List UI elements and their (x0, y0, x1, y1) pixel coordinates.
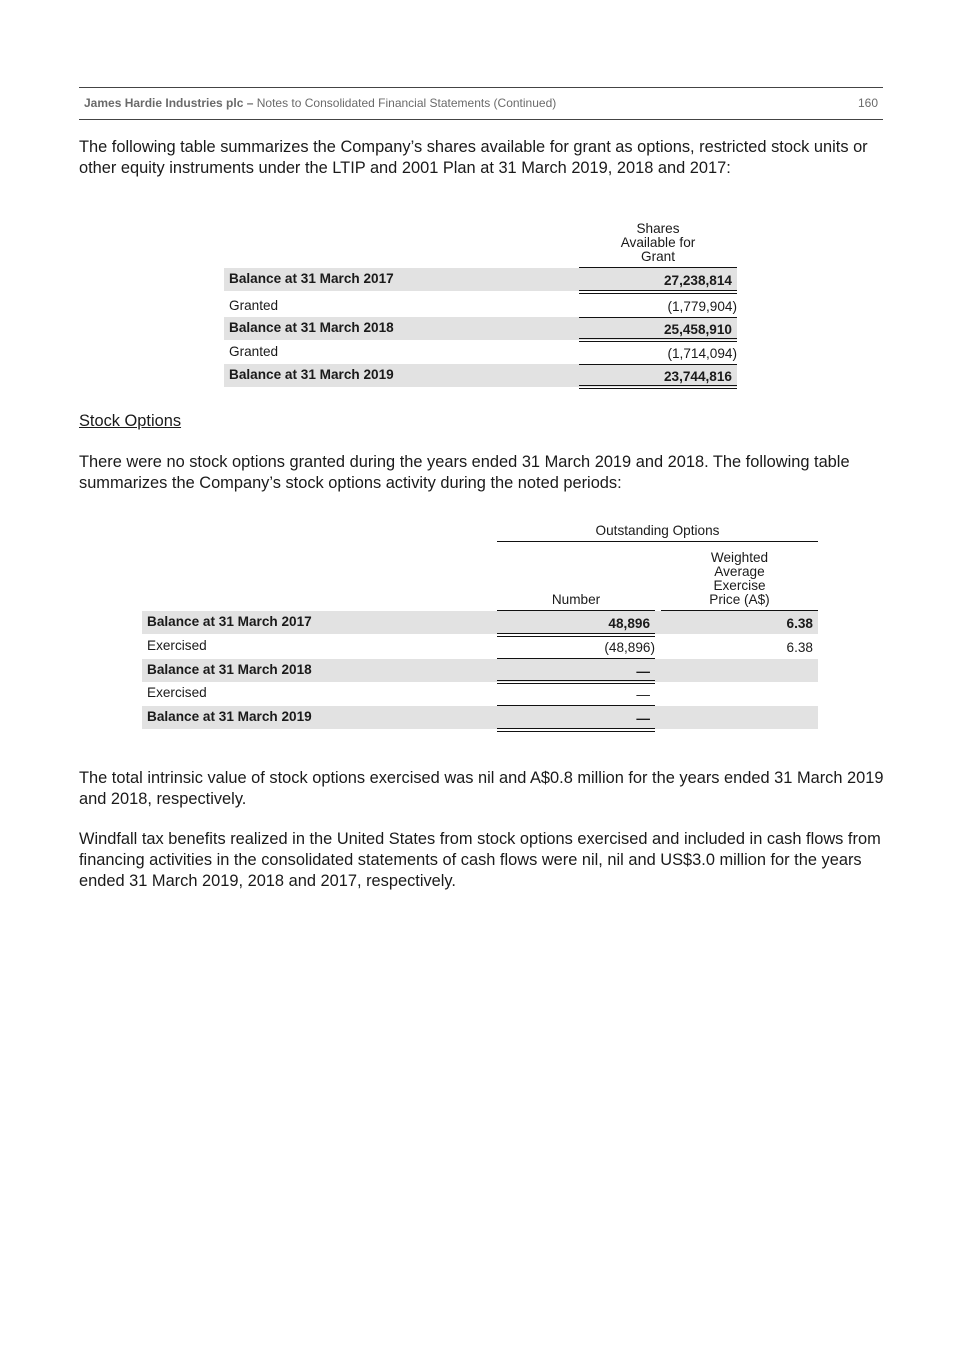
subtotal-rule (497, 658, 655, 659)
table-row-label: Granted (229, 298, 279, 313)
table-row-label: Balance at 31 March 2018 (147, 662, 312, 677)
group-header-rule (497, 541, 818, 542)
double-rule (497, 680, 655, 684)
table-row-label: Balance at 31 March 2019 (229, 367, 394, 382)
options-group-header: Outstanding Options (595, 523, 720, 538)
options-paragraph: There were no stock options granted during the years ended 31 March 2019 and 2018. The following table summarizes the Company’s stock options activity during the noted periods: (79, 453, 850, 492)
col-header-price (661, 551, 818, 607)
table-row-label: Balance at 31 March 2017 (229, 271, 394, 286)
table-row-number: — (636, 664, 650, 679)
grant-col-header-line: Shares (636, 221, 680, 236)
col-header-line: Price (A$) (709, 592, 770, 607)
table-row-label: Balance at 31 March 2018 (229, 320, 394, 335)
grant-col-header-line: Grant (641, 249, 675, 264)
col-header-number: Number (551, 592, 601, 607)
section-heading: Stock Options (79, 412, 182, 430)
grant-col-header-line: Available for (620, 235, 696, 250)
double-rule (497, 728, 655, 732)
header-title: Notes to Consolidated Financial Statements (Continued) (253, 96, 557, 110)
intro-paragraph: The following table summarizes the Company’s shares available for grant as options, restricted stock units or other equity instruments under the LTIP and 2001 Plan at 31 March 2019, 2018 and 2017: (79, 138, 868, 177)
col-header-line: Weighted (710, 550, 769, 565)
table-row-value: (1,779,904) (667, 299, 737, 314)
col-header-line: Average (714, 564, 765, 579)
table-row-value: 23,744,816 (663, 369, 732, 384)
table-row-label: Exercised (147, 685, 207, 700)
table-row-label: Granted (229, 344, 279, 359)
table-row-number: — (636, 711, 650, 726)
table-row-value: 27,238,814 (663, 273, 732, 288)
windfall-tax-paragraph: Windfall tax benefits realized in the United States from stock options exercised and included in cash flows from financing activities in the consolidated statements of cash flows were nil, nil and US$3.0 million for the years ended 31 March 2019, 2018 and 2017, respectively. (79, 830, 881, 890)
col-header-line: Exercise (713, 578, 766, 593)
table-row-price: 6.38 (786, 616, 813, 631)
double-rule (497, 633, 655, 637)
subtotal-rule (497, 705, 655, 706)
table-row-label: Exercised (147, 638, 207, 653)
table-row-label: Balance at 31 March 2017 (147, 614, 312, 629)
table-row-number: 48,896 (608, 616, 650, 631)
table-row-number: (48,896) (604, 640, 655, 655)
table-row-value: (1,714,094) (667, 346, 737, 361)
header-company: James Hardie Industries plc – (84, 96, 254, 110)
table-row-label: Balance at 31 March 2019 (147, 709, 312, 724)
page-number: 160 (857, 96, 878, 110)
table-row-number: — (636, 687, 650, 702)
table-row-price: 6.38 (786, 640, 813, 655)
table-row-value: 25,458,910 (663, 322, 732, 337)
intrinsic-value-paragraph: The total intrinsic value of stock options exercised was nil and A$0.8 million for the years ended 31 March 2019 and 2018, respectively. (79, 769, 884, 808)
